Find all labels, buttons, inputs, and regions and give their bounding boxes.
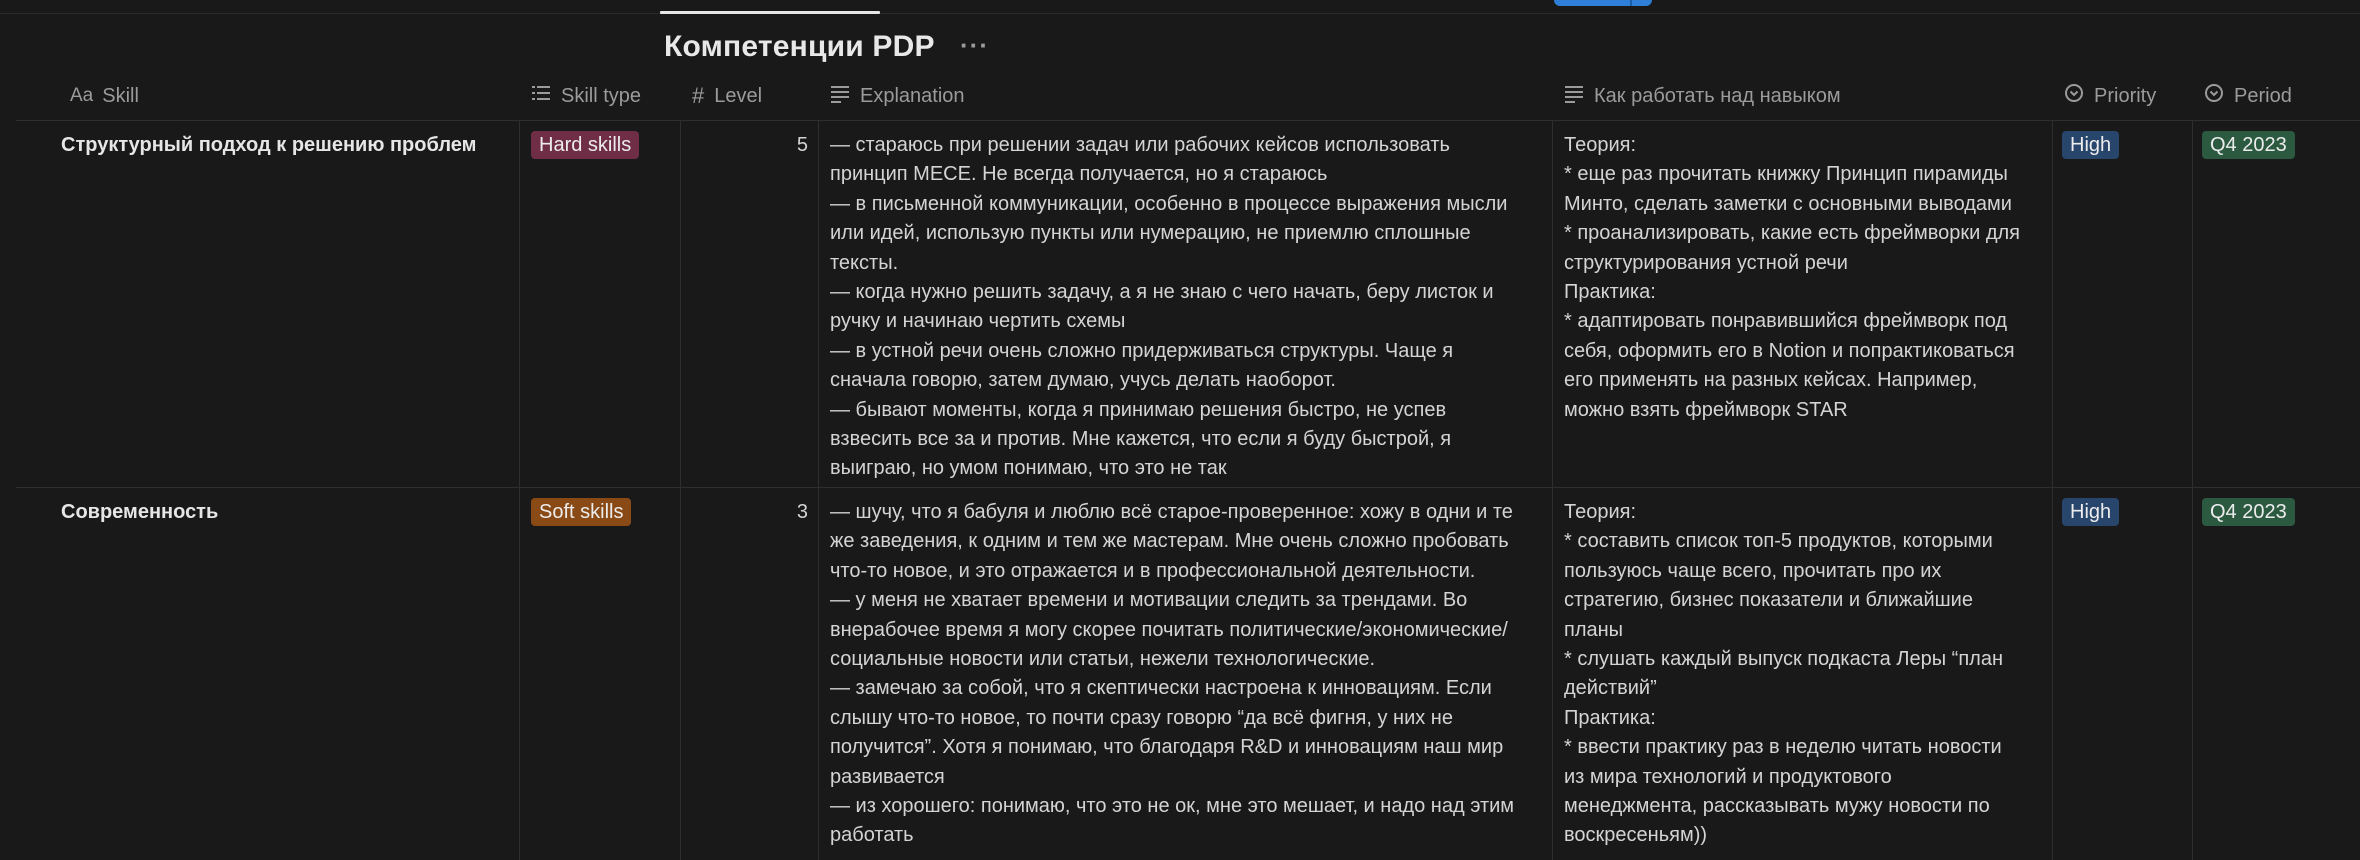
priority-cell[interactable] (2062, 498, 2119, 527)
column-header-label: Priority (2094, 84, 2157, 107)
table-header (16, 72, 2360, 121)
column-header-skill[interactable] (70, 72, 139, 120)
level-cell[interactable]: 5 (796, 134, 808, 156)
column-header-skill-type[interactable] (531, 72, 641, 120)
skill-type-tag: Soft skills (531, 498, 631, 526)
column-header-priority[interactable] (2064, 72, 2156, 120)
period-tag: Q4 2023 (2202, 131, 2295, 159)
period-cell[interactable] (2202, 131, 2295, 160)
how-to-cell[interactable]: Теория: * составить список топ-5 продуктов, которыми пользуюсь чаще всего, прочитать про их стратегию, бизнес показатели и ближайшие планы * слушать каждый выпуск подкаста Леры “план действий” Практика: * ввести практику раз в неделю читать новости из мира технологий и продуктового менеджмента, рассказывать мужу новости по воскресеньям)) (1564, 501, 2003, 847)
skill-name-cell[interactable]: Структурный подход к решению проблем (61, 134, 477, 156)
skill-type-tag: Hard skills (531, 131, 639, 159)
column-header-label: Skill (102, 84, 139, 107)
priority-tag: High (2062, 131, 2119, 159)
new-button-edge[interactable] (1554, 0, 1652, 6)
column-header-label: Как работать над навыком (1594, 84, 1841, 107)
skill-type-cell[interactable] (531, 131, 639, 160)
column-header-level[interactable] (692, 72, 762, 120)
explanation-cell[interactable]: — шучу, что я бабуля и люблю всё старое-проверенное: хожу в одни и те же заведения, к одним и тем же мастерам. Мне очень сложно пробовать что-то новое, и это отражается и в профессиональной деятельности. — у меня не хватает времени и мотивации следить за трендами. Во внерабочее время я могу скорее почитать политические/экономические/ социальные новости или статьи, нежели технологические. — замечаю за собой, что я скептически настроена к инновациям. Если слышу что-то новое, то почти сразу говорю “да всё фигня, у них не получится”. Хотя я понимаю, что благодаря R&D и инновациям наш мир развивается — из хорошего: понимаю, что это не ок, мне это мешает, и надо над этим работать (830, 501, 1515, 847)
how-to-cell[interactable]: Теория: * еще раз прочитать книжку Принцип пирамиды Минто, сделать заметки с основными выводами * проанализировать, какие есть фреймворки для структурирования устной речи Практика: * адаптировать понравившийся фреймворк под себя, оформить его в Notion и попрактиковаться его применять на разных кейсах. Например, можно взять фреймворк STAR (1564, 134, 2021, 421)
skill-type-cell[interactable] (531, 498, 631, 527)
column-header-label: Skill type (561, 84, 642, 107)
skill-name-cell[interactable]: Современность (61, 501, 219, 523)
hash-icon: # (692, 83, 705, 108)
column-header-explanation[interactable] (830, 72, 965, 120)
explanation-cell[interactable]: — стараюсь при решении задач или рабочих кейсов использовать принцип MECE. Не всегда получается, но я стараюсь — в письменной коммуникации, особенно в процессе выражения мысли или идей, использую пункты или нумерацию, не приемлю сплошные тексты. — когда нужно решить задачу, а я не знаю с чего начать, беру листок и ручку и начинаю чертить схемы — в устной речи очень сложно придерживаться структуры. Чаще я сначала говорю, затем думаю, учусь делать наоборот. — бывают моменты, когда я принимаю решения быстро, не успев взвесить все за и против. Мне кажется, что если я буду быстрой, я выиграю, но умом понимаю, что это не так (830, 134, 1508, 480)
column-header-label: Explanation (860, 84, 965, 107)
table-row[interactable] (16, 120, 2360, 488)
text-lines-icon (1564, 83, 1594, 109)
list-icon (531, 83, 561, 109)
period-tag: Q4 2023 (2202, 498, 2295, 526)
level-cell[interactable]: 3 (796, 501, 808, 523)
select-circle-icon (2204, 83, 2234, 109)
top-divider (0, 13, 2360, 14)
database-more-button[interactable]: ··· (960, 30, 989, 60)
priority-tag: High (2062, 498, 2119, 526)
active-view-tab-indicator[interactable] (660, 11, 880, 14)
priority-cell[interactable] (2062, 131, 2119, 160)
aa-title-icon: Aa (70, 85, 94, 106)
database-title[interactable]: Компетенции PDP (664, 30, 935, 63)
column-header-period[interactable] (2204, 72, 2292, 120)
select-circle-icon (2064, 83, 2094, 109)
text-lines-icon (830, 83, 860, 109)
period-cell[interactable] (2202, 498, 2295, 527)
column-header-label: Period (2234, 84, 2292, 107)
column-header-label: Level (714, 84, 763, 107)
new-button-dropdown-edge[interactable] (1630, 0, 1632, 6)
column-header-how-to[interactable] (1564, 72, 1841, 120)
table-row[interactable] (16, 487, 2360, 860)
